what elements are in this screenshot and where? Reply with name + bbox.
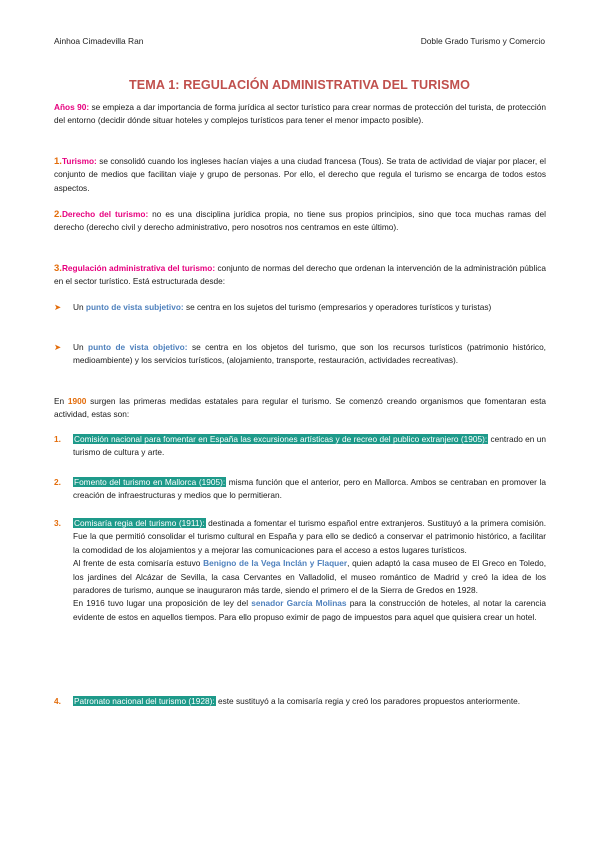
item-number: 1. [54,434,61,444]
item-text: este sustituyó a la comisaría regia y creó los paradores propuestos anteriormente. [215,696,521,706]
item-comisaria-regia [54,517,546,624]
item-fomento-mallorca [54,476,546,503]
item-paragraph-vega-inclan [73,557,546,597]
item-text: misma función que el anterior, pero en Mallorca. Ambos se centraban en promover la creación de infraestructuras y medios que lo permitieran. [73,477,546,501]
person-name: Benigno de la Vega Inclán y Flaquer [203,558,348,569]
item-paragraph-garcia-molinas [73,597,546,624]
item-number: 2. [54,477,61,487]
year-1900: 1900 [67,396,87,406]
section-text: conjunto de normas del derecho que ordenan la intervención de la administración pública en el sector turístico. Está estructurada desde: [54,263,546,287]
item-text: centrado en un turismo de cultura y arte. [73,434,546,458]
item-highlight: Fomento del turismo en Mallorca (1905): [74,477,226,487]
item-highlight: Comisión nacional para fomentar en España las excursiones artísticas y de recreo del publico extranjero (1905): [74,434,488,444]
p3-text: para la construcción de hoteles, al notar la carencia evidente de estos en aquellos tiempos. Para ello propuso eximir de pago de impuestos para aquel que quisiera crear un hotel. [73,598,546,622]
bullet-subjetivo [54,301,546,314]
bullet-prefix: Un [73,342,89,352]
intro-label: Años 90: [54,102,90,112]
bullet-label: punto de vista subjetivo: [85,302,184,312]
bullet-label: punto de vista objetivo: [88,342,188,352]
bullet-prefix: Un [73,302,86,312]
person-name: senador García Molinas [251,598,347,609]
section-regulacion [54,262,546,289]
page-title: TEMA 1: REGULACIÓN ADMINISTRATIVA DEL TURISMO [128,78,471,92]
p3-prefix: En 1916 tuvo lugar una proposición de ley del [73,598,252,609]
page-header [54,36,545,46]
section-label: Turismo: [61,156,97,166]
section-derecho [54,208,546,235]
paragraph-1900 [54,395,546,422]
item-highlight: Patronato nacional del turismo (1928): [74,696,215,706]
intro-paragraph [54,101,546,128]
item-number: 4. [54,696,61,706]
item-text: destinada a fomentar el turismo español entre extranjeros. Sustituyó a la primera comisión. Fue la que permitió consolidar el turismo cultural en España y para ello se dedicó a conservar el patrimonio histórico, a facilitar la comodidad de los alojamientos y a mejorar las comunicaciones para el acceso a estos lugares turísticos. [73,518,546,555]
item-patronato-nacional [54,695,546,708]
arrow-bullet-icon: ➤ [54,342,62,352]
p1900-text: surgen las primeras medidas estatales para regular el turismo. Se comenzó creando organismos que fomentaran esta actividad, estas son: [54,396,546,420]
item-highlight: Comisaría regia del turismo (1911): [74,518,205,528]
p1900-prefix: En [54,396,68,406]
section-text: no es una disciplina jurídica propia, no tiene sus propios principios, sino que toca muchas ramas del derecho (derecho civil y derecho administrativo, pero nosotros nos centramos en este último). [54,209,546,233]
degree-name: Doble Grado Turismo y Comercio [420,36,545,46]
intro-text: se empieza a dar importancia de forma jurídica al sector turístico para crear normas de protección del turista, de protección del entorno (decidir dónde situar hoteles y complejos turísticos para tener el menor impacto posible). [54,102,546,126]
section-turismo [54,155,546,195]
bullet-text: se centra en los sujetos del turismo (empresarios y operadores turísticos y turistas) [183,302,492,312]
item-comision-nacional [54,433,546,460]
section-label: Regulación administrativa del turismo: [61,263,216,273]
p2-prefix: Al frente de esta comisaría estuvo [73,558,204,569]
section-number: 1. [54,156,62,167]
p2-text: , quien adaptó la casa museo de El Greco en Toledo, los jardines del Alcázar de Sevilla, la casa Cervantes en Valladolid, el museo romántico de Madrid y creó la idea de los paradores de turismo, aunque se inauguraron más tarde, siendo el primero el de la Sierra de Gredos en 1928. [73,558,547,596]
section-number: 3. [54,263,62,274]
section-label: Derecho del turismo: [61,209,149,219]
author-name: Ainhoa Cimadevilla Ran [54,36,144,46]
arrow-bullet-icon: ➤ [54,302,62,312]
section-text: se consolidó cuando los ingleses hacían viajes a una ciudad francesa (Tous). Se trata de actividad de viajar por placer, el conjunto de medios que facilitan viaje y grupo de personas. Por ello, el derecho que regula el turismo se encarga de todos estos aspectos. [54,156,546,193]
item-number: 3. [54,518,61,528]
bullet-objetivo [54,341,546,368]
section-number: 2. [54,209,62,220]
bullet-text: se centra en los objetos del turismo, que son los recursos turísticos (patrimonio histórico, medioambiente) y los servicios turísticos, (alojamiento, transporte, restauración, actividades recreativas). [73,342,546,366]
